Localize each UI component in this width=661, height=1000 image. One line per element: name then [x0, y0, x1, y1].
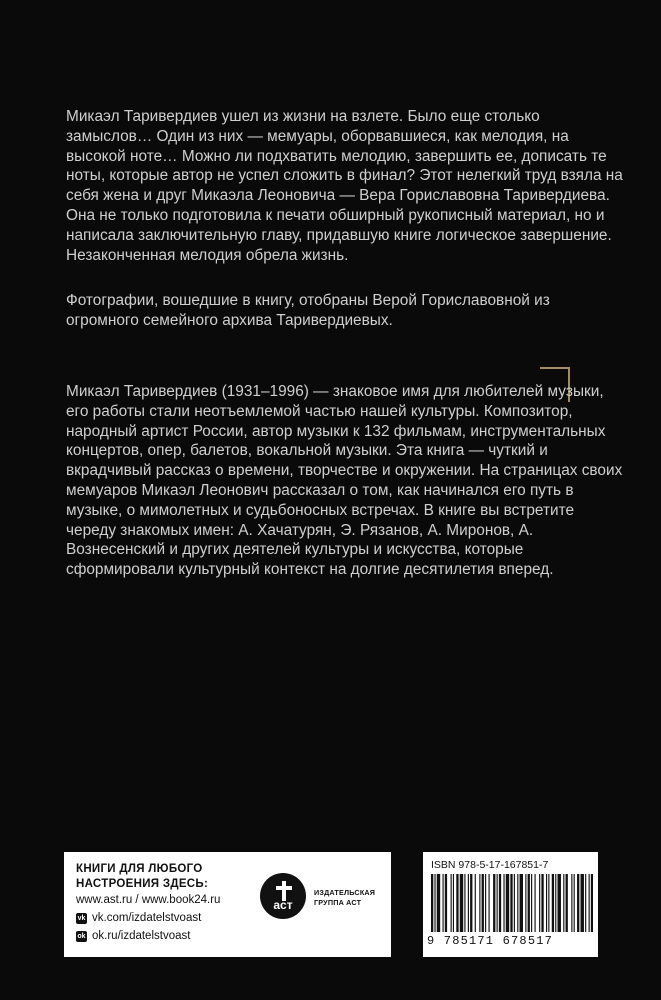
barcode-bar — [520, 874, 523, 932]
barcode-bar — [555, 874, 556, 932]
barcode-bar — [510, 874, 512, 932]
barcode-bar — [451, 874, 452, 932]
annotation-paragraph-2 — [66, 291, 626, 331]
barcode-bar — [591, 874, 593, 932]
barcode-bar — [548, 874, 549, 932]
publisher-name-line2: ГРУППА АСТ — [314, 898, 362, 907]
vk-link-row[interactable] — [76, 912, 201, 924]
barcode-bar — [434, 874, 435, 932]
barcode-bar — [566, 874, 568, 932]
ast-logo-icon — [260, 873, 306, 919]
barcode-bar — [464, 874, 465, 932]
vk-link[interactable]: vk.com/izdatelstvoast — [92, 912, 202, 924]
barcode-bar — [528, 874, 530, 932]
publisher-name — [314, 888, 375, 908]
barcode-image — [429, 874, 593, 934]
barcode-bar — [431, 874, 433, 932]
barcode-bar — [539, 874, 540, 932]
vk-icon: vk — [77, 914, 86, 922]
annotation-text: Микаэл Таривердиев ушел из жизни на взлете. Было еще столько замыслов… Один из них — мемуары, оборвавшиеся, как мелодия, на высокой ноте… Можно ли подхватить мелодию, завершить ее, дописать те ноты, которые автор не успел сложить в финал? Этот нелегкий труд взяла на себя жена и друг Микаэла Леоновича — Вера Гориславовна Таривердиева. Она не только подготовила к печати обширный рукописный материал, но и написала заключительную главу, придавшую книге логическое завершение. Незаконченная мелодия обрела жизнь. — [66, 108, 623, 264]
barcode-bar — [581, 874, 584, 932]
barcode-bar — [445, 874, 447, 932]
barcode-bar — [493, 874, 495, 932]
barcode-bar — [497, 874, 498, 932]
barcode-bar — [577, 874, 579, 932]
isbn-panel — [423, 852, 598, 957]
barcode-bar — [535, 874, 536, 932]
barcode-bar — [470, 874, 472, 932]
promo-title: КНИГИ ДЛЯ ЛЮБОГО НАСТРОЕНИЯ ЗДЕСЬ: — [76, 863, 209, 890]
barcode-bar — [546, 874, 547, 932]
barcode-bar — [479, 874, 480, 932]
barcode-bar — [499, 874, 501, 932]
barcode-bar — [552, 874, 554, 932]
barcode-bar — [489, 874, 490, 932]
barcode-bar — [468, 874, 469, 932]
author-description-text: Микаэл Таривердиев (1931–1996) — знаковое имя для любителей музыки, его работы стали неотъемлемой частью нашей культуры. Композитор, народный артист России, автор музыки к 132 фильмам, инструментальных концертов, опер, балетов, вокальной музыки. Эта книга — чуткий и вкрадчивый рассказ о времени, творчестве и окружении. На страницах своих мемуаров Микаэл Леонович рассказал о том, как начинался его путь в музыке, о мимолетных и судьбоносных встречах. В книге вы встретите череду знакомых имен: А. Хачатурян, Э. Рязанов, А. Миронов, А. Вознесенский и других деятелей культуры и искусства, которые сформировали культурный контекст на долгие десятилетия вперед. — [66, 383, 623, 579]
website-links[interactable]: www.ast.ru / www.book24.ru — [76, 894, 221, 906]
barcode-bar — [541, 874, 543, 932]
odnoklassniki-icon: ok — [77, 932, 86, 940]
annotation-paragraph-3 — [66, 382, 626, 580]
ok-link[interactable]: ok.ru/izdatelstvoast — [92, 930, 191, 942]
barcode-bar — [503, 874, 504, 932]
barcode-bar — [558, 874, 561, 932]
barcode-bar — [460, 874, 463, 932]
barcode-bar — [475, 874, 476, 932]
publisher-info-panel — [64, 852, 391, 957]
barcode-bar — [443, 874, 444, 932]
barcode-bar — [589, 874, 590, 932]
barcode-digits: 9 785171 678517 — [427, 934, 554, 948]
barcode-bar — [574, 874, 575, 932]
publisher-name-line1: ИЗДАТЕЛЬСКАЯ — [314, 888, 376, 897]
annotation-paragraph-1 — [66, 107, 626, 265]
barcode-bar — [571, 874, 572, 932]
barcode-bar — [437, 874, 440, 932]
barcode-bar — [482, 874, 484, 932]
barcode-bar — [585, 874, 586, 932]
barcode-bar — [514, 874, 515, 932]
barcode-bar — [456, 874, 458, 932]
ok-link-row[interactable] — [76, 930, 190, 942]
logo-text: аст — [273, 898, 293, 912]
barcode-bar — [517, 874, 518, 932]
barcode-bar — [531, 874, 532, 932]
isbn-label: ISBN 978-5-17-167851-7 — [431, 859, 549, 871]
photo-credit-text: Фотографии, вошедшие в книгу, отобраны Верой Гориславовной из огромного семейного архива Таривердиевых. — [66, 292, 550, 329]
barcode-bar — [525, 874, 526, 932]
barcode-bar — [453, 874, 454, 932]
barcode-bar — [563, 874, 564, 932]
barcode-bar — [485, 874, 486, 932]
barcode-bar — [506, 874, 509, 932]
